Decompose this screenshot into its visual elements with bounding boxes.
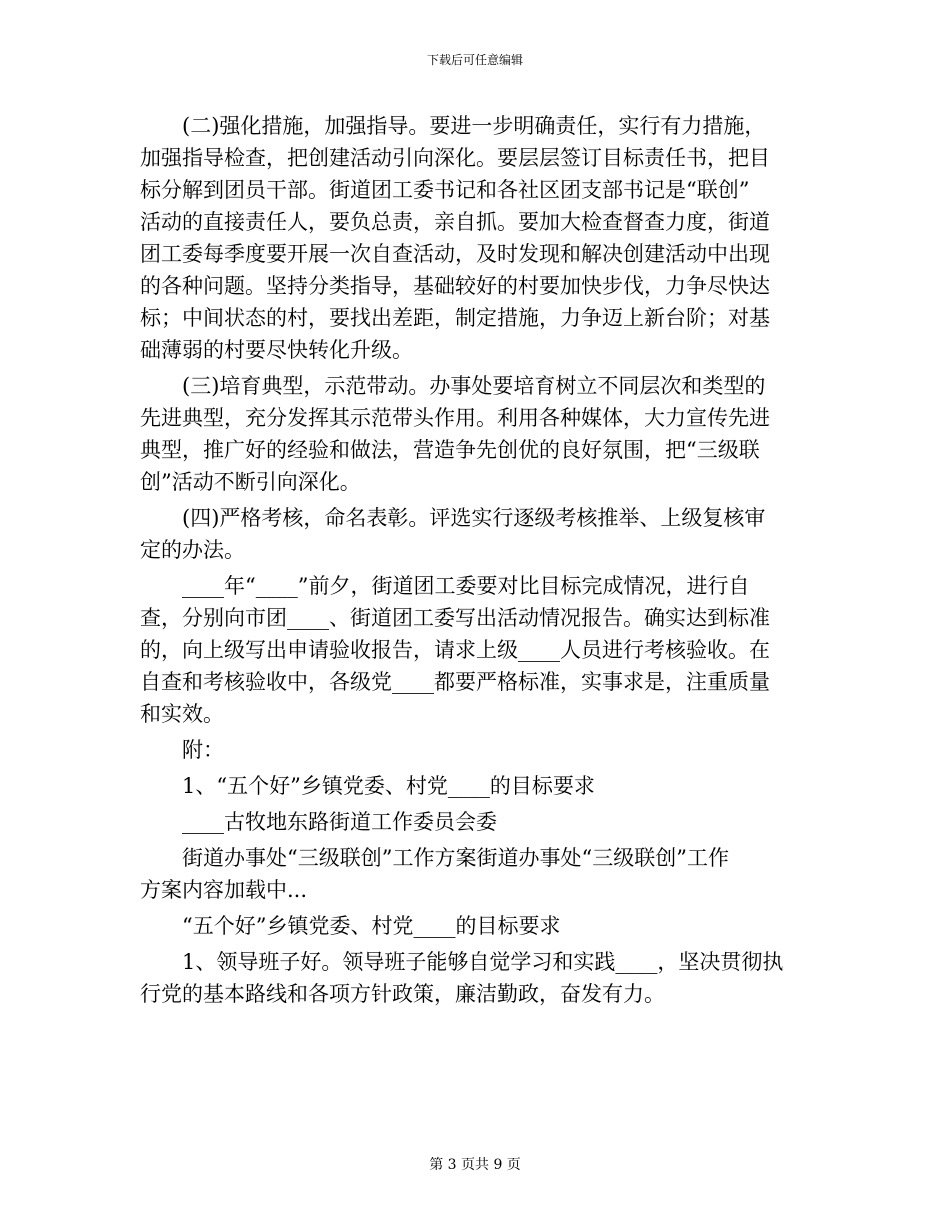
text-line: 创”活动不断引向深化。 — [140, 470, 361, 494]
text-line: 团工委每季度要开展一次自查活动，及时发现和解决创建活动中出现 — [140, 242, 770, 266]
text-line: 础薄弱的村要尽快转化升级。 — [140, 338, 413, 362]
text-line: 方案内容加载中... — [140, 878, 308, 902]
text-line: 活动的直接责任人，要负总责，亲自抓。要加大检查督查力度，街道 — [140, 210, 770, 234]
paragraph — [140, 946, 812, 1010]
text-line: (四)严格考核，命名表彰。评选实行逐级考核推举、上级复核审 — [140, 506, 766, 530]
text-line: 1、“五个好”乡镇党委、村党____的目标要求 — [140, 774, 595, 798]
paragraph — [140, 734, 812, 766]
paragraph — [140, 502, 812, 566]
paragraph — [140, 910, 812, 942]
text-line: 标分解到团员干部。街道团工委书记和各社区团支部书记是“联创” — [140, 178, 750, 202]
text-line: 附： — [140, 738, 224, 762]
paragraph — [140, 570, 812, 730]
page-header: 下载后可任意编辑 — [426, 53, 523, 67]
text-line: 定的办法。 — [140, 538, 245, 562]
text-line: ____古牧地东路街道工作委员会委 — [140, 810, 497, 834]
text-line: 1、领导班子好。领导班子能够自觉学习和实践____，坚决贯彻执 — [140, 950, 784, 974]
paragraph — [140, 770, 812, 802]
text-line: 先进典型，充分发挥其示范带头作用。利用各种媒体，大力宣传先进 — [140, 406, 770, 430]
text-line: 的各种问题。坚持分类指导，基础较好的村要加快步伐，力争尽快达 — [140, 274, 770, 298]
text-line: 自查和考核验收中，各级党____都要严格标准，实事求是，注重质量 — [140, 670, 770, 694]
text-line: (二)强化措施，加强指导。要进一步明确责任，实行有力措施， — [140, 114, 766, 138]
text-line: 行党的基本路线和各项方针政策，廉洁勤政，奋发有力。 — [140, 982, 665, 1006]
page-number: 第 3 页共 9 页 — [429, 1157, 521, 1173]
paragraph — [140, 370, 812, 498]
text-line: 加强指导检查，把创建活动引向深化。要层层签订目标责任书，把目 — [140, 146, 770, 170]
text-line: 典型，推广好的经验和做法，营造争先创优的良好氛围，把“三级联 — [140, 438, 760, 462]
text-line: 查，分别向市团____、街道团工委写出活动情况报告。确实达到标准 — [140, 606, 770, 630]
text-line: (三)培育典型，示范带动。办事处要培育树立不同层次和类型的 — [140, 374, 766, 398]
text-line: 的，向上级写出申请验收报告，请求上级____人员进行考核验收。在 — [140, 638, 770, 662]
document-body — [140, 110, 812, 1014]
paragraph — [140, 806, 812, 838]
text-line: ____年“____”前夕，街道团工委要对比目标完成情况，进行自 — [140, 574, 750, 598]
paragraph — [140, 110, 812, 366]
text-line: 标；中间状态的村，要找出差距，制定措施，力争迈上新台阶；对基 — [140, 306, 770, 330]
text-line: 和实效。 — [140, 702, 224, 726]
paragraph — [140, 842, 812, 906]
text-line: 街道办事处“三级联创”工作方案街道办事处“三级联创”工作 — [140, 846, 729, 870]
text-line: “五个好”乡镇党委、村党____的目标要求 — [140, 914, 561, 938]
